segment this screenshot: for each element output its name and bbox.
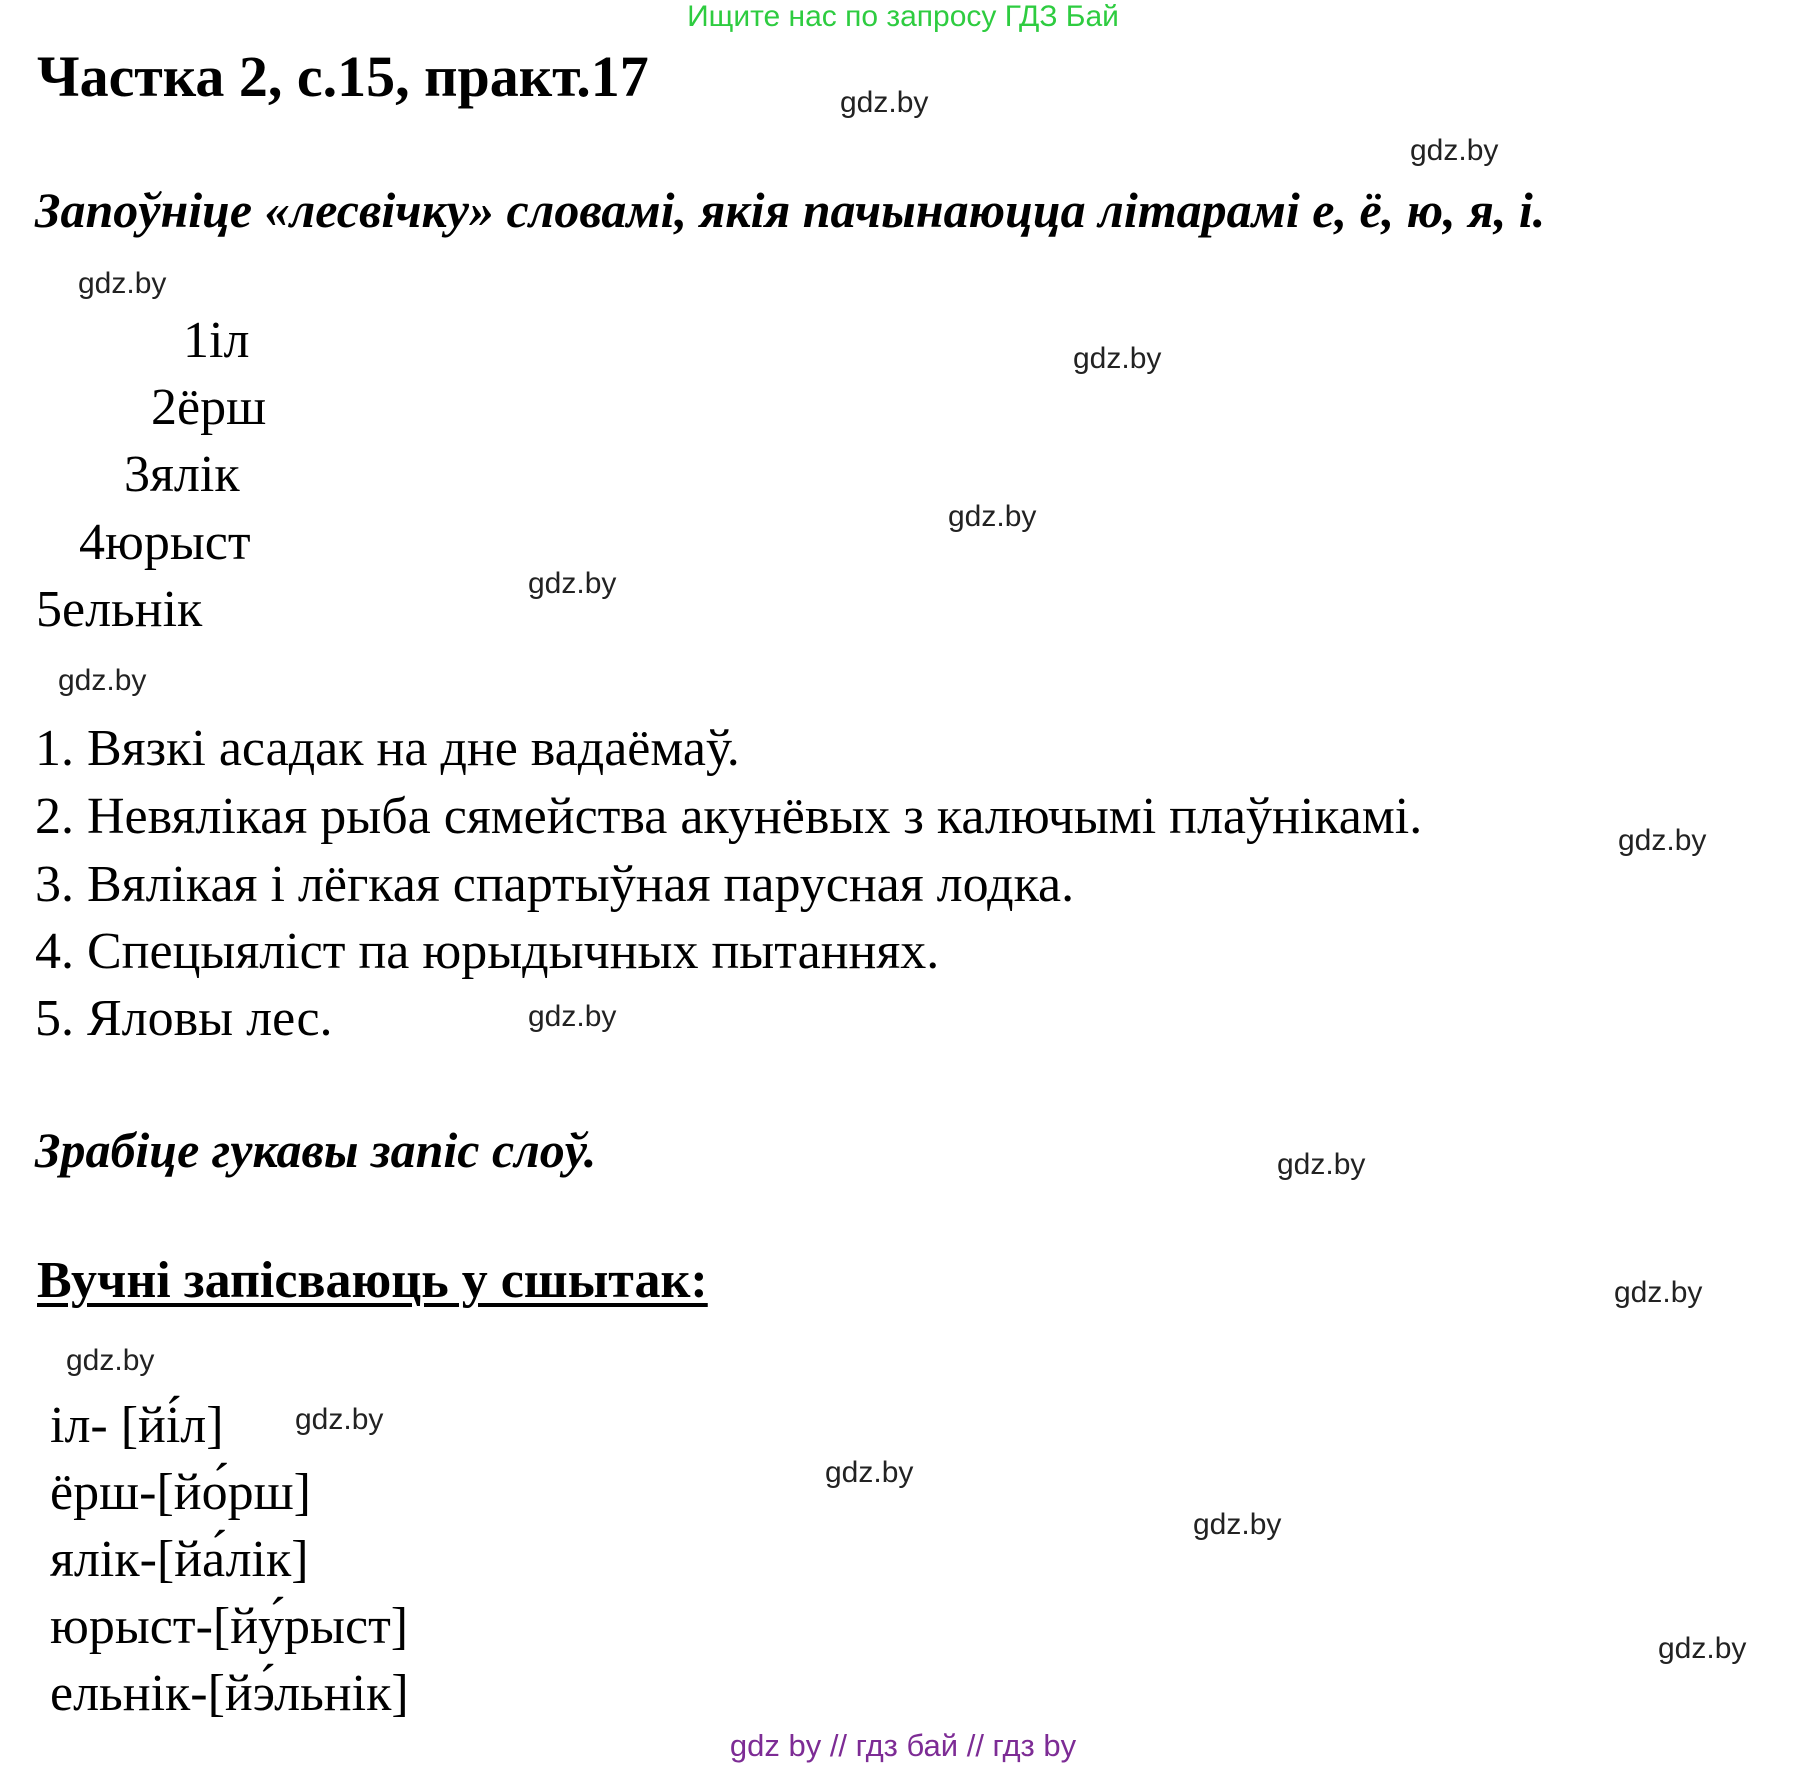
transcription-2: ёрш-[йо́рш] xyxy=(50,1464,311,1521)
footer-links: gdz by // гдз бай // гдз by xyxy=(729,1728,1077,1763)
clue-3: 3. Вялікая і лёгкая спартыўная парусная лодка. xyxy=(35,856,1075,913)
watermark: gdz.by xyxy=(78,267,167,300)
page-title: Частка 2, с.15, практ.17 xyxy=(37,44,649,109)
watermark: gdz.by xyxy=(528,1000,617,1033)
ladder-word-2: 2ёрш xyxy=(151,379,267,436)
transcription-3: ялік-[йа́лік] xyxy=(50,1531,309,1588)
watermark: gdz.by xyxy=(58,664,147,697)
watermark: gdz.by xyxy=(1410,134,1499,167)
watermark: gdz.by xyxy=(66,1344,155,1377)
notebook-heading: Вучні запісваюць у сшытак: xyxy=(37,1252,708,1309)
watermark: gdz.by xyxy=(528,567,617,600)
ladder-word-3: 3ялік xyxy=(124,446,240,503)
ladder-word-4: 4юрыст xyxy=(79,514,251,571)
clue-2: 2. Невялікая рыба сямейства акунёвых з калючымі плаўнікамі. xyxy=(35,788,1423,845)
watermark: gdz.by xyxy=(1193,1508,1282,1541)
clue-1: 1. Вязкі асадак на дне вадаёмаў. xyxy=(35,720,740,777)
watermark: gdz.by xyxy=(1277,1148,1366,1181)
watermark: gdz.by xyxy=(1618,824,1707,857)
watermark: gdz.by xyxy=(295,1403,384,1436)
clue-4: 4. Спецыяліст па юрыдычных пытаннях. xyxy=(35,923,940,980)
transcription-4: юрыст-[йу́рыст] xyxy=(50,1598,409,1655)
watermark: gdz.by xyxy=(825,1456,914,1489)
transcription-5: ельнік-[йэ́льнік] xyxy=(50,1665,409,1722)
watermark: gdz.by xyxy=(840,86,929,119)
watermark: gdz.by xyxy=(1658,1632,1747,1665)
transcription-1: іл- [йі́л] xyxy=(50,1397,224,1454)
clue-5: 5. Яловы лес. xyxy=(35,990,333,1047)
ladder-word-1: 1іл xyxy=(183,312,250,369)
task-instruction-transcription: Зрабіце гукавы запіс слоў. xyxy=(35,1122,597,1178)
ladder-word-5: 5ельнік xyxy=(36,581,203,638)
watermark: gdz.by xyxy=(948,500,1037,533)
watermark: gdz.by xyxy=(1614,1276,1703,1309)
task-instruction-ladder: Запоўніце «лесвічку» словамі, якія пачынаюцца літарамі е, ё, ю, я, і. xyxy=(35,182,1546,238)
top-banner: Ищите нас по запросу ГДЗ Бай xyxy=(687,0,1119,33)
watermark: gdz.by xyxy=(1073,342,1162,375)
